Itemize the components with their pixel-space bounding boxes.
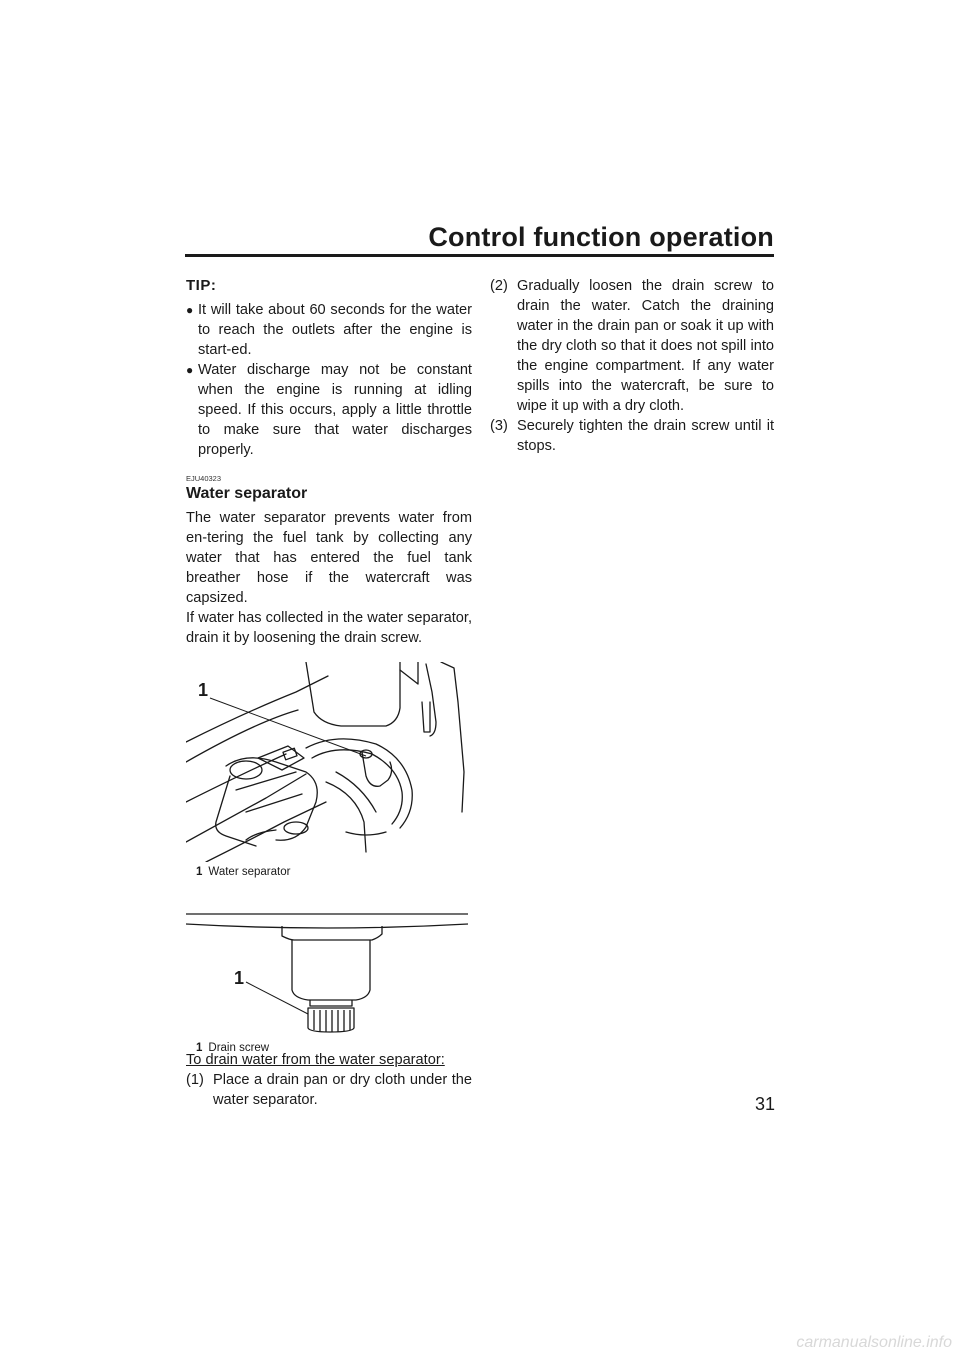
paragraph: The water separator prevents water from en-tering the fuel tank by collecting any water that has entered the fuel tank breather hose if the watercraft was capsized. — [186, 510, 472, 606]
left-column — [186, 276, 472, 1110]
tip-label: TIP: — [186, 277, 217, 294]
callout-1: 1 — [198, 680, 209, 700]
bullet-icon: ● — [186, 363, 194, 377]
paragraph: If water has collected in the water separator, drain it by loosening the drain screw. — [186, 610, 472, 646]
caption-text: Water separator — [208, 866, 291, 878]
step-number: (2) — [490, 278, 508, 294]
caption-number: 1 — [196, 866, 203, 878]
step-text: Gradually loosen the drain screw to drain the water. Catch the draining water in the drain pan or soak it up with the dry cloth so that it does not spill into the engine compartment. If any water spills into the watercraft, be sure to wipe it up with a dry cloth. — [517, 278, 774, 414]
procedure-step — [490, 416, 774, 456]
tip-bullet — [186, 360, 472, 460]
page-number: 31 — [755, 1094, 776, 1114]
drain-screw-figure — [186, 912, 468, 1054]
caption-text: Drain screw — [208, 1042, 270, 1054]
bullet-icon: ● — [186, 303, 194, 317]
header-rule — [185, 254, 774, 257]
step-text: Place a drain pan or dry cloth under the water separator. — [213, 1072, 472, 1108]
procedure-step — [490, 276, 774, 416]
figure-caption — [196, 865, 468, 880]
right-column — [490, 276, 774, 456]
tip-bullet — [186, 300, 472, 360]
engine-compartment-illustration — [186, 662, 468, 862]
tip-bullet-text: Water discharge may not be constant when the engine is running at idling speed. If this occurs, apply a little throttle to make sure that water discharges properly. — [198, 362, 472, 458]
procedure-heading: To drain water from the water separator: — [186, 1052, 445, 1068]
step-text: Securely tighten the drain screw until it stops. — [517, 418, 774, 454]
water-separator-figure — [186, 662, 468, 878]
procedure-step — [186, 1070, 472, 1110]
caption-number: 1 — [196, 1042, 203, 1054]
callout-1: 1 — [234, 968, 245, 988]
section-code: EJU40323 — [186, 474, 222, 483]
tip-bullet-text: It will take about 60 seconds for the water to reach the outlets after the engine is start-ed. — [198, 302, 472, 358]
section-heading: Water separator — [186, 485, 308, 502]
watermark: carmanualsonline.info — [796, 1334, 952, 1351]
page-title: Control function operation — [428, 222, 774, 252]
step-number: (3) — [490, 418, 508, 434]
step-number: (1) — [186, 1072, 204, 1088]
drain-screw-illustration — [186, 912, 468, 1038]
